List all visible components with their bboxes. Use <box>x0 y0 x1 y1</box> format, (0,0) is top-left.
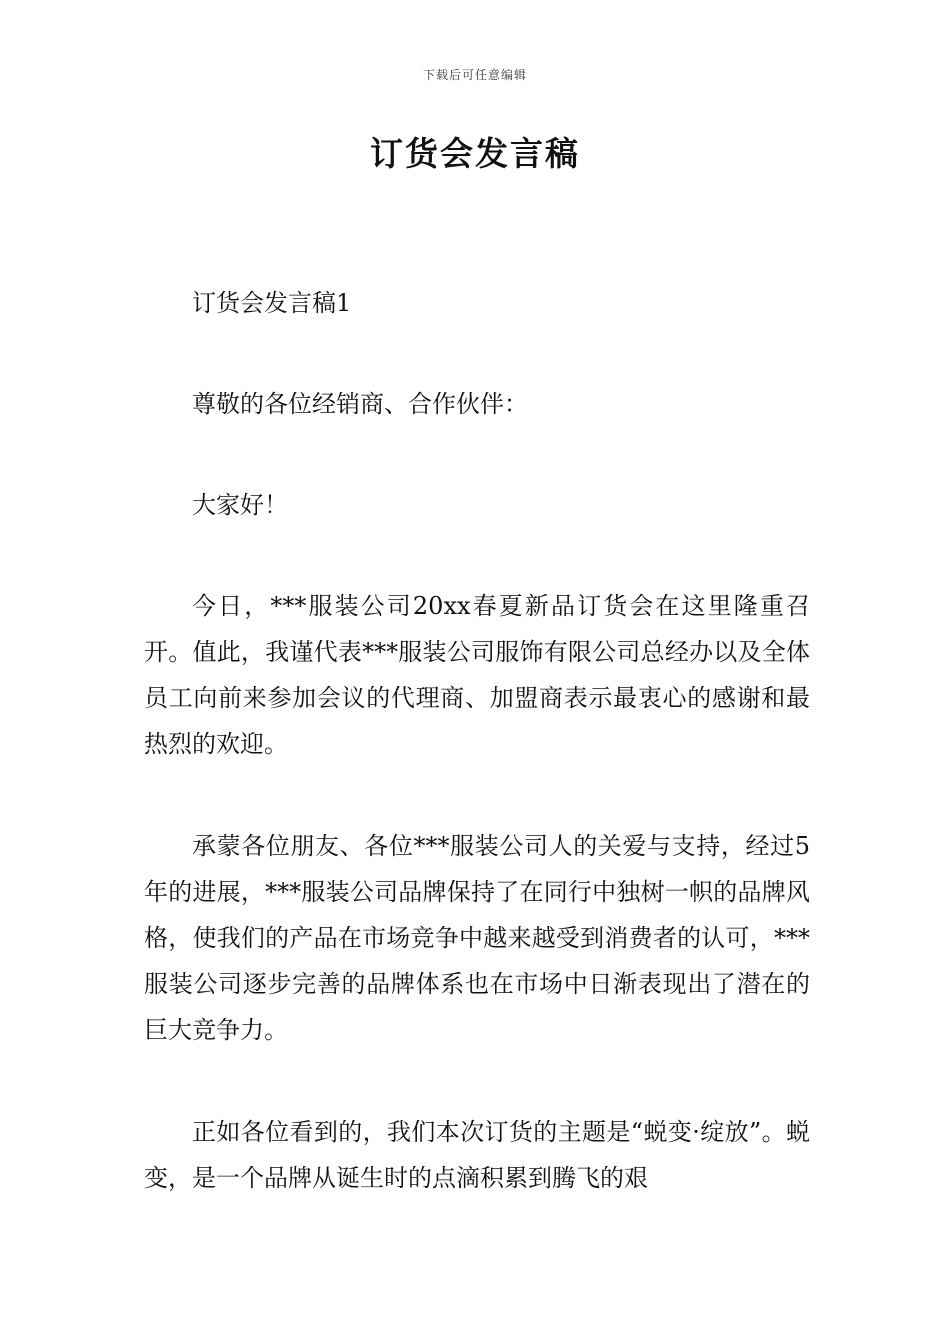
paragraph-development: 承蒙各位朋友、各位***服装公司人的关爱与支持，经过5年的进展，***服装公司品牌保持了在同行中独树一帜的品牌风格，使我们的产品在市场竞争中越来越受到消费者的认可，***服装公司逐步完善的品牌体系也在市场中日渐表现出了潜在的巨大竞争力。 <box>144 832 810 1044</box>
header-note: 下载后可任意编辑 <box>422 68 527 82</box>
section-heading: 订货会发言稿1 <box>192 289 352 317</box>
paragraph-theme: 正如各位看到的，我们本次订货的主题是“蜕变·绽放”。蜕变，是一个品牌从诞生时的点滴积累到腾飞的艰 <box>144 1118 810 1192</box>
salutation: 尊敬的各位经销商、合作伙伴： <box>192 390 528 418</box>
greeting: 大家好！ <box>192 491 288 519</box>
page-title: 订货会发言稿 <box>370 134 580 173</box>
document-body <box>144 280 810 1257</box>
paragraph-welcome: 今日，***服装公司20xx春夏新品订货会在这里隆重召开。值此，我谨代表***服装公司服饰有限公司总经办以及全体员工向前来参加会议的代理商、加盟商表示最衷心的感谢和最热烈的欢迎。 <box>144 592 810 758</box>
